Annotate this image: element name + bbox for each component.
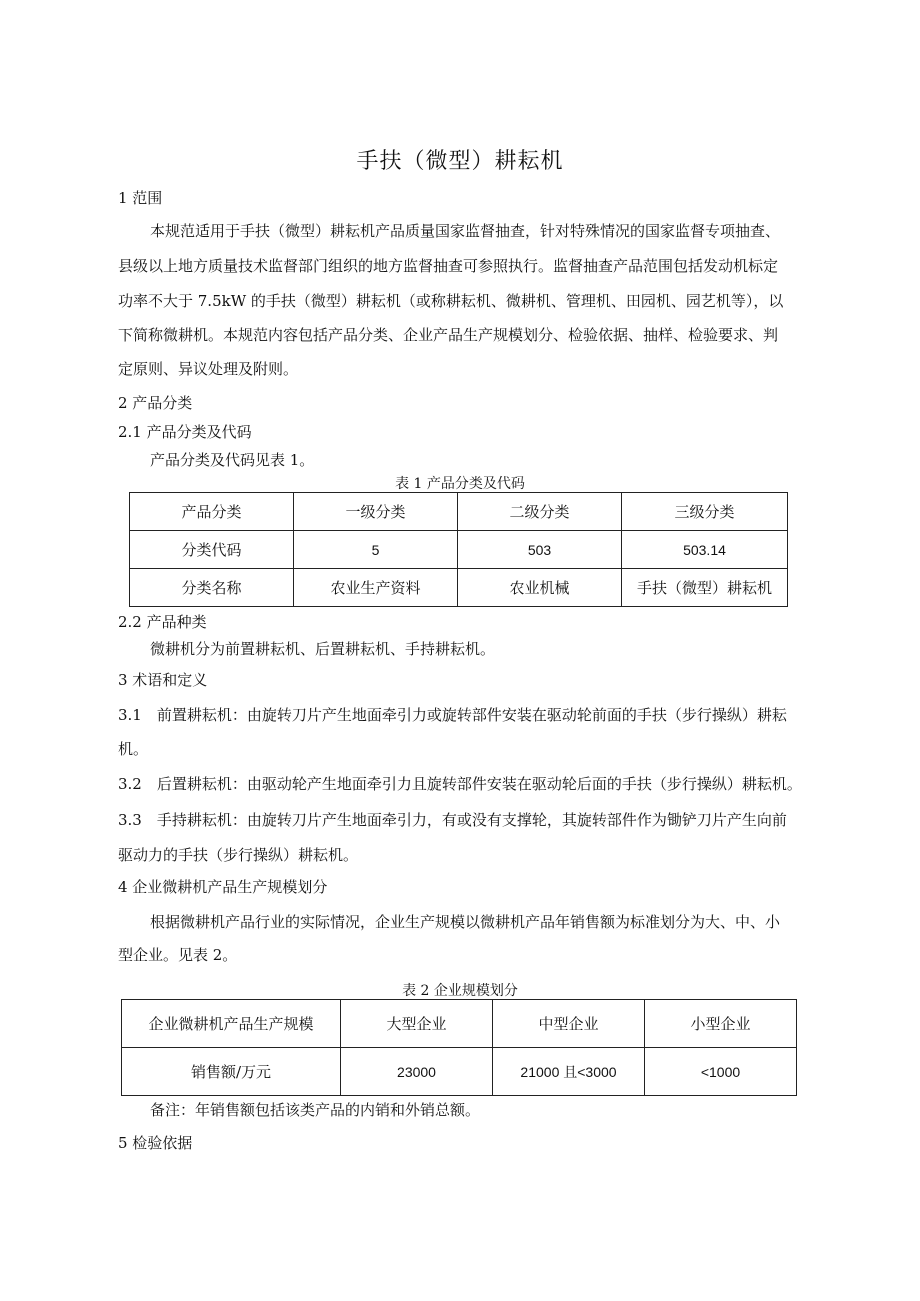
section-1-line-3: 功率不大于 7.5kW 的手扶（微型）耕耘机（或称耕耘机、微耕机、管理机、田园机、园艺机等），以 xyxy=(118,292,784,310)
section-1-line-5: 定原则、异议处理及附则。 xyxy=(118,360,299,378)
section-2-2-heading: 2.2 产品种类 xyxy=(118,613,207,631)
definition-3-1-line-1: 3.1 前置耕耘机：由旋转刀片产生地面牵引力或旋转部件安装在驱动轮前面的手扶（步行操纵）耕耘 xyxy=(118,706,787,724)
section-2-1-text: 产品分类及代码见表 1。 xyxy=(150,451,315,469)
table-1-header-row xyxy=(130,493,788,531)
section-3-heading: 3 术语和定义 xyxy=(118,671,208,689)
section-2-heading: 2 产品分类 xyxy=(118,394,193,412)
table-2-cell: 小型企业 xyxy=(645,1000,797,1048)
table-1-cell: 5 xyxy=(294,531,458,569)
section-4-line-2: 型企业。见表 2。 xyxy=(118,946,238,964)
table-1-cell: 分类代码 xyxy=(130,531,294,569)
table-1-cell: 一级分类 xyxy=(294,493,458,531)
table-1-row xyxy=(130,569,788,607)
table-2-row xyxy=(122,1048,797,1096)
table-2-cell: 23000 xyxy=(341,1048,493,1096)
section-1-heading: 1 范围 xyxy=(118,189,163,207)
section-1-line-1: 本规范适用于手扶（微型）耕耘机产品质量国家监督抽查，针对特殊情况的国家监督专项抽查、 xyxy=(150,222,781,240)
table-1-cell: 503.14 xyxy=(622,531,788,569)
definition-3-3-line-1: 3.3 手持耕耘机：由旋转刀片产生地面牵引力，有或没有支撑轮，其旋转部件作为锄铲刀片产生向前 xyxy=(118,811,787,829)
table-1-cell: 农业生产资料 xyxy=(294,569,458,607)
table-2-cell: 销售额/万元 xyxy=(122,1048,341,1096)
table-2-cell: <1000 xyxy=(645,1048,797,1096)
section-4-line-1: 根据微耕机产品行业的实际情况，企业生产规模以微耕机产品年销售额为标准划分为大、中、小 xyxy=(150,913,781,931)
section-4-heading: 4 企业微耕机产品生产规模划分 xyxy=(118,878,328,896)
table-2-header-row xyxy=(122,1000,797,1048)
table-2-cell: 大型企业 xyxy=(341,1000,493,1048)
table-1-cell: 三级分类 xyxy=(622,493,788,531)
table-2-caption: 表 2 企业规模划分 xyxy=(402,983,518,999)
table-2-cell: 企业微耕机产品生产规模 xyxy=(122,1000,341,1048)
document-title: 手扶（微型）耕耘机 xyxy=(356,149,564,174)
table-1-cell: 产品分类 xyxy=(130,493,294,531)
table-2 xyxy=(121,999,797,1096)
section-2-2-text: 微耕机分为前置耕耘机、后置耕耘机、手持耕耘机。 xyxy=(150,640,496,658)
section-5-heading: 5 检验依据 xyxy=(118,1134,193,1152)
table-1-row xyxy=(130,531,788,569)
definition-3-3-line-2: 驱动力的手扶（步行操纵）耕耘机。 xyxy=(118,846,359,864)
table-2-cell: 中型企业 xyxy=(493,1000,645,1048)
table-1-cell: 503 xyxy=(458,531,622,569)
section-2-1-heading: 2.1 产品分类及代码 xyxy=(118,423,252,441)
table-2-cell: 21000 且<3000 xyxy=(493,1048,645,1096)
definition-3-1-line-2: 机。 xyxy=(118,740,149,758)
table-1-cell: 二级分类 xyxy=(458,493,622,531)
table-1-cell: 农业机械 xyxy=(458,569,622,607)
definition-3-2: 3.2 后置耕耘机：由驱动轮产生地面牵引力且旋转部件安装在驱动轮后面的手扶（步行操纵）耕耘机。 xyxy=(118,775,802,793)
table-1-cell: 手扶（微型）耕耘机 xyxy=(622,569,788,607)
table-1 xyxy=(129,492,788,607)
table-2-note: 备注：年销售额包括该类产品的内销和外销总额。 xyxy=(150,1101,481,1119)
section-1-line-4: 下简称微耕机。本规范内容包括产品分类、企业产品生产规模划分、检验依据、抽样、检验要求、判 xyxy=(118,326,779,344)
table-1-caption: 表 1 产品分类及代码 xyxy=(395,476,525,492)
table-1-cell: 分类名称 xyxy=(130,569,294,607)
section-1-line-2: 县级以上地方质量技术监督部门组织的地方监督抽查可参照执行。监督抽查产品范围包括发动机标定 xyxy=(118,257,779,275)
